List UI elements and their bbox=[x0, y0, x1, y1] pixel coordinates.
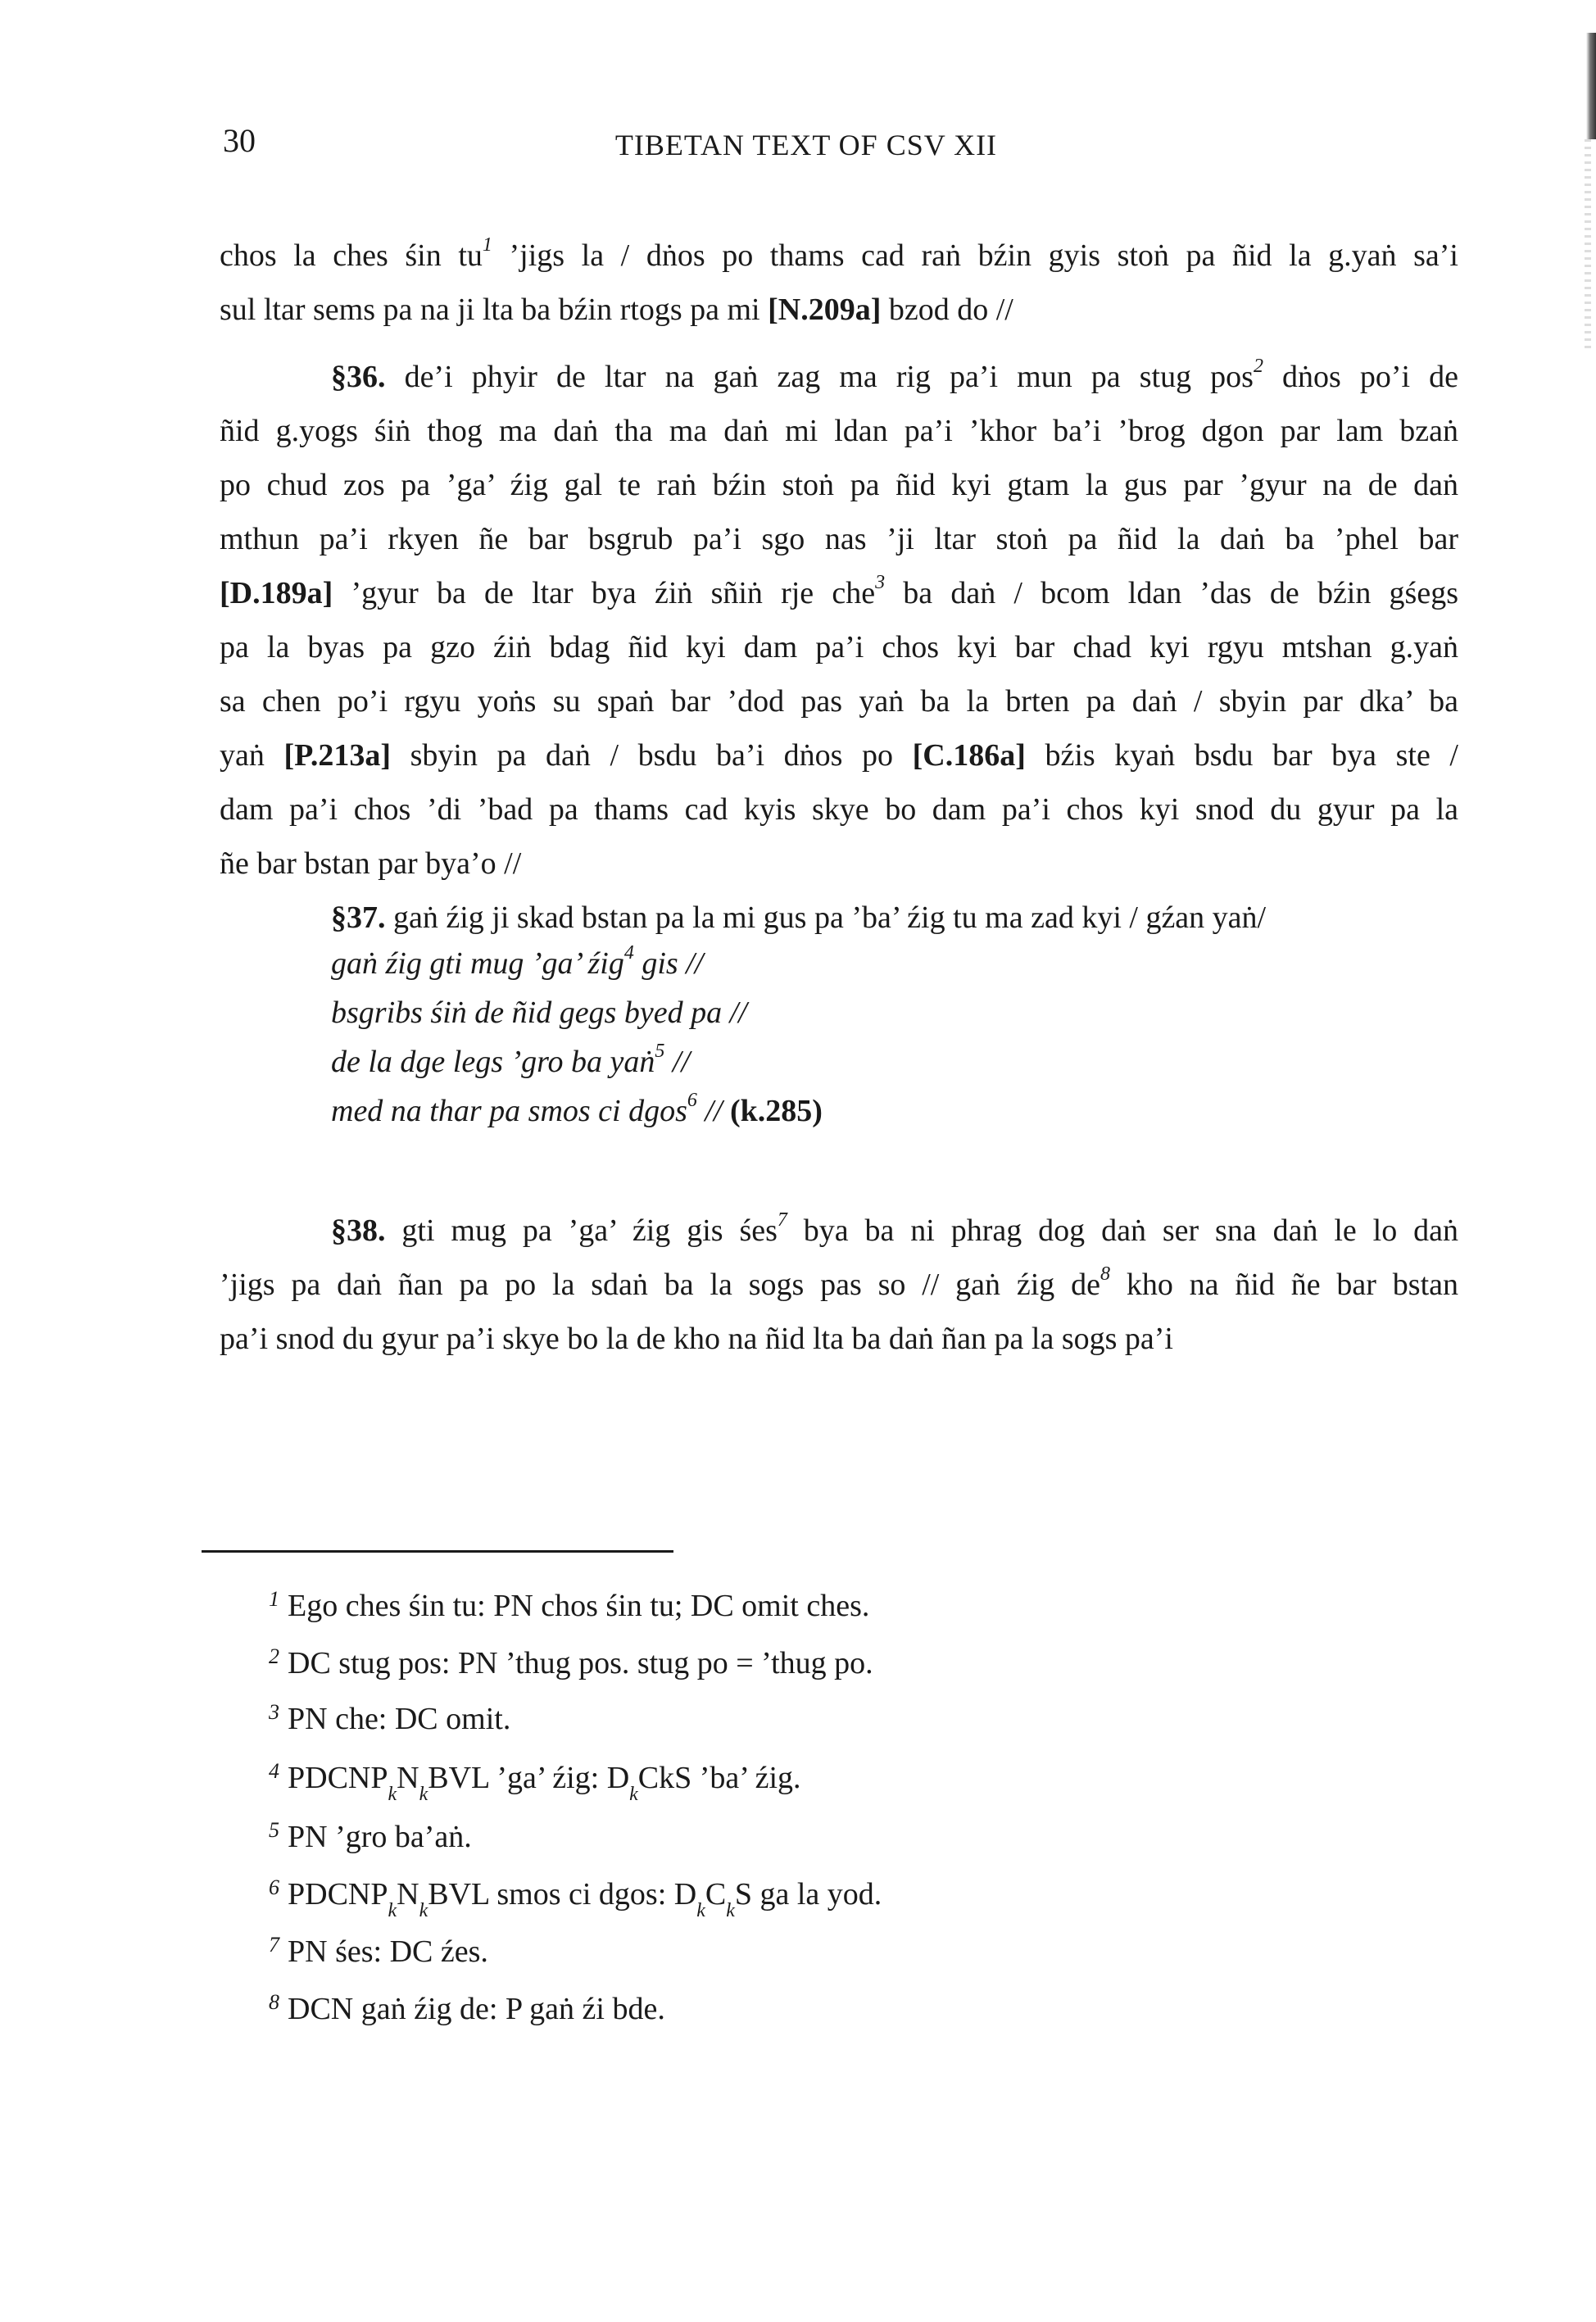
text-line: pa la byas pa gzo źiṅ bdag ñid kyi dam pa’i chos kyi bar chad kyi rgyu mtshan g.yaṅ bbox=[220, 630, 1458, 664]
footnote: $^5$ PN ’gro ba’aṅ. bbox=[269, 1818, 472, 1854]
verse-line: de la dge legs ’gro ba yaṅ$^5$ // bbox=[331, 1041, 691, 1079]
text-line: §37. gaṅ źig ji skad bstan pa la mi gus pa ’ba’ źig tu ma zad kyi / gźan yaṅ/ bbox=[331, 900, 1267, 935]
footnote: $^7$ PN śes: DC źes. bbox=[269, 1933, 488, 1969]
page-ref: (k.285) bbox=[730, 1094, 823, 1128]
footnote: $^2$ DC stug pos: PN ’thug pos. stug po = ’thug po. bbox=[269, 1644, 873, 1680]
text-line: chos la ches śin $tu^1$ ’jigs la / dṅos po thams cad raṅ bźin gyis stoṅ pa ñid la g.yaṅ sa’i bbox=[220, 234, 1458, 273]
text-line: yaṅ [P.213a] sbyin pa daṅ / bsdu ba’i dṅos po [C.186a] bźis kyaṅ bsdu bar bya ste / bbox=[220, 738, 1458, 773]
footnote-rule bbox=[202, 1550, 673, 1553]
footnote: $^3$ PN che: DC omit. bbox=[269, 1700, 511, 1736]
scan-edge-shadow bbox=[1586, 33, 1596, 139]
scan-edge-noise bbox=[1585, 139, 1591, 352]
verse-line: bsgribs śiṅ de ñid gegs byed pa // bbox=[331, 995, 747, 1030]
section-number: §36. bbox=[331, 360, 386, 394]
text-line: [D.189a] ’gyur ba de ltar bya źiṅ sñiṅ rje che$^3$ ba daṅ / bcom ldan ’das de bźin gśegs bbox=[220, 572, 1458, 610]
text-line: dam pa’i chos ’di ’bad pa thams cad kyis skye bo dam pa’i chos kyi snod du gyur pa la bbox=[220, 792, 1458, 827]
text-line: §38. gti mug pa ’ga’ źig gis śes$^7$ bya ba ni phrag dog daṅ ser sna daṅ le lo daṅ bbox=[331, 1209, 1459, 1248]
footnote: $^1$ Ego ches śin tu: PN chos śin tu; DC omit ches. bbox=[269, 1587, 870, 1623]
text-line: ñid g.yogs śiṅ thog ma daṅ tha ma daṅ mi ldan pa’i ’khor ba’i ’brog dgon par lam bzaṅ bbox=[220, 414, 1458, 448]
text-line: mthun pa’i rkyen ñe bar bsgrub pa’i sgo nas ’ji ltar stoṅ pa ñid la daṅ ba ’phel bar bbox=[220, 522, 1458, 556]
text-line: pa’i snod du gyur pa’i skye bo la de kho na ñid lta ba daṅ ñan pa la sogs pa’i bbox=[220, 1322, 1173, 1356]
verse-line: med na thar pa smos ci dgos$^6$ // (k.285) bbox=[331, 1090, 823, 1128]
folio-ref: [C.186a] bbox=[912, 738, 1026, 773]
text-line: §36. de’i phyir de ltar na gaṅ zag ma rig pa’i mun pa stug pos$^2$ dṅos po’i de bbox=[331, 356, 1458, 394]
section-number: §38. bbox=[331, 1213, 386, 1248]
running-head: TIBETAN TEXT OF CSV XII bbox=[614, 129, 998, 161]
footnote: $^4$ $PDCNP_kN_kBVL$ ’ga’ źig: $D_kCkS$ ’ba’ źig. bbox=[269, 1759, 801, 1805]
footnote: $^6$ $PDCNP_kN_kBVL$ smos ci dgos: $D_kC_kS$ ga la yod. bbox=[269, 1875, 882, 1921]
text-line: sa chen po’i rgyu yoṅs su spaṅ bar ’dod pas yaṅ ba la brten pa daṅ / sbyin par dka’ ba bbox=[220, 684, 1458, 719]
text-line: po chud zos pa ’ga’ źig gal te raṅ bźin stoṅ pa ñid kyi gtam la gus par ’gyur na de daṅ bbox=[220, 468, 1458, 502]
folio-ref: [D.189a] bbox=[220, 576, 333, 610]
verse-line: gaṅ źig gti mug ’ga’ źig$^4$ gis // bbox=[331, 942, 704, 981]
page-number: 30 bbox=[223, 122, 256, 159]
section-number: §37. bbox=[331, 900, 386, 935]
text-line: ñe bar bstan par bya’o // bbox=[220, 846, 522, 881]
folio-ref: [P.213a] bbox=[283, 738, 392, 773]
folio-ref: [N.209a] bbox=[768, 293, 882, 327]
footnote: $^8$ DCN gaṅ źig de: P gaṅ źi bde. bbox=[269, 1990, 665, 2026]
text-line: sul ltar sems pa na ji lta ba bźin rtogs pa mi [N.209a] bzod do // bbox=[220, 293, 1013, 327]
text-line: ’jigs pa daṅ ñan pa po la sdaṅ ba la sogs pas so // gaṅ źig $de^8$ kho na ñid ñe bar bstan bbox=[220, 1263, 1458, 1302]
